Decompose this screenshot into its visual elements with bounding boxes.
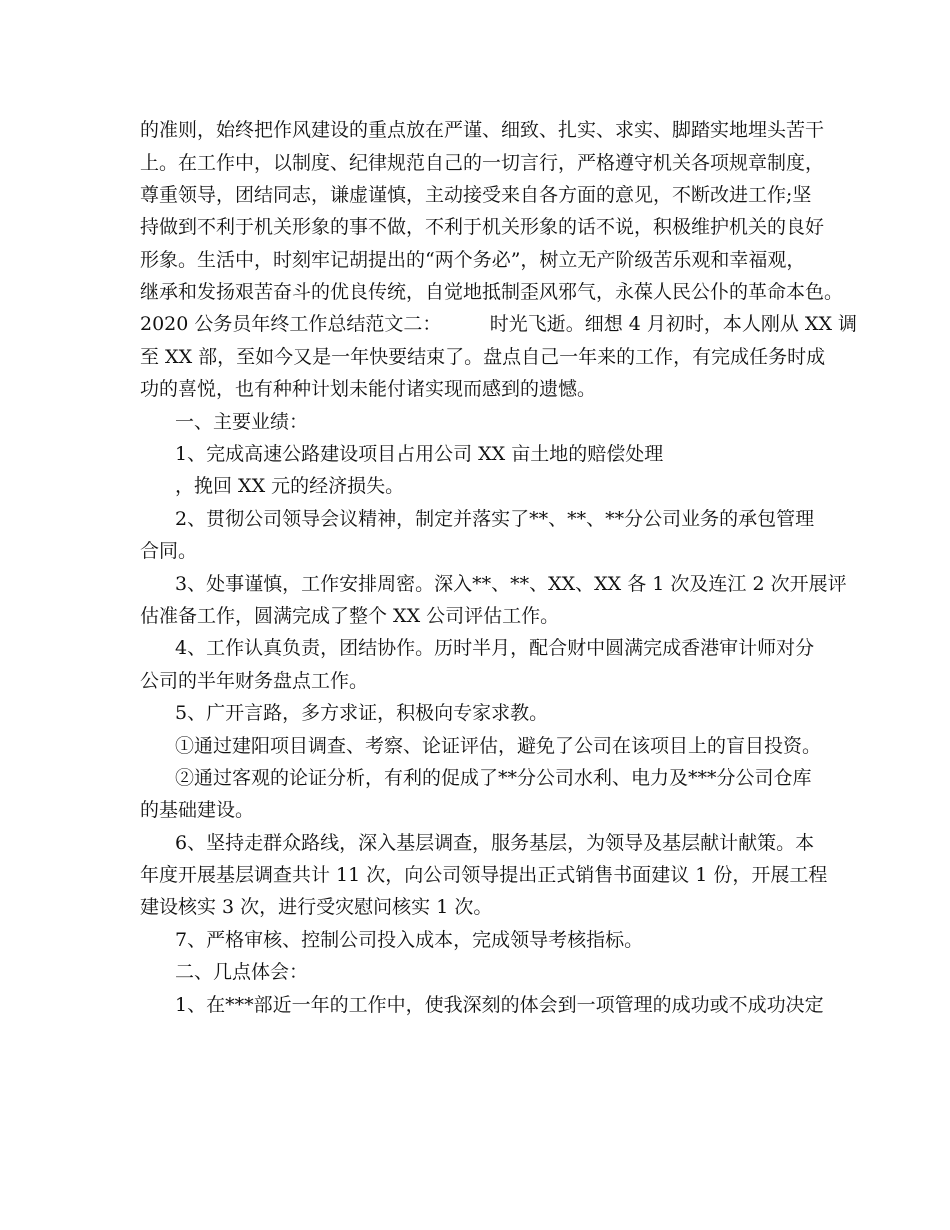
section-heading: 二、几点体会：	[175, 961, 309, 983]
text-line: 5、广开言路，多方求证，积极向专家求教。	[175, 702, 549, 724]
text-line: 6、坚持走群众路线，深入基层调查，服务基层，为领导及基层献计献策。本	[175, 832, 815, 854]
text-line: ②通过客观的论证分析，有利的促成了**分公司水利、电力及***分公司仓库	[175, 767, 812, 789]
text-line: 年度开展基层调查共计 11 次，向公司领导提出正式销售书面建议 1 份，开展工程	[140, 864, 828, 886]
text-line: 功的喜悦，也有种种计划未能付诸实现而感到的遗憾。	[140, 378, 597, 400]
text-line: 4、工作认真负责，团结协作。历时半月，配合财中圆满完成香港审计师对分	[175, 637, 815, 659]
text-line: 7、严格审核、控制公司投入成本，完成领导考核指标。	[175, 929, 644, 951]
text-line: 的准则，始终把作风建设的重点放在严谨、细致、扎实、求实、脚踏实地埋头苦干	[140, 119, 825, 141]
text-line: 公司的半年财务盘点工作。	[140, 670, 369, 692]
text-line: 上。在工作中，以制度、纪律规范自己的一切言行，严格遵守机关各项规章制度，	[140, 152, 825, 174]
text-line: 继承和发扬艰苦奋斗的优良传统，自觉地抵制歪风邪气，永葆人民公仆的革命本色。	[140, 281, 844, 303]
text-line: 尊重领导，团结同志，谦虚谨慎，主动接受来自各方面的意见，不断改进工作;坚	[140, 184, 812, 206]
text-line: ①通过建阳项目调查、考察、论证评估，避免了公司在该项目上的盲目投资。	[175, 735, 822, 757]
text-line: 形象。生活中，时刻牢记胡提出的“两个务必”，树立无产阶级苦乐观和幸福观，	[140, 249, 806, 271]
text-line: 合同。	[140, 540, 198, 562]
text-line: 2020 公务员年终工作总结范文二： 时光飞逝。细想 4 月初时，本人刚从 XX 调	[140, 313, 858, 335]
text-line: 持做到不利于机关形象的事不做，不利于机关形象的话不说，积极维护机关的良好	[140, 216, 825, 238]
text-line: ，挽回 XX 元的经济损失。	[175, 475, 405, 497]
text-line: 的基础建设。	[140, 799, 255, 821]
text-line: 2、贯彻公司领导会议精神，制定并落实了**、**、**分公司业务的承包管理	[175, 508, 815, 530]
text-line: 1、完成高速公路建设项目占用公司 XX 亩土地的赔偿处理	[175, 443, 664, 465]
section-heading: 一、主要业绩：	[175, 411, 309, 433]
text-line: 3、处事谨慎，工作安排周密。深入**、**、XX、XX 各 1 次及连江 2 次开展评	[175, 573, 847, 595]
text-line: 1、在***部近一年的工作中，使我深刻的体会到一项管理的成功或不成功决定	[175, 994, 824, 1016]
text-line: 至 XX 部，至如今又是一年快要结束了。盘点自己一年来的工作，有完成任务时成	[140, 346, 826, 368]
text-line: 建设核实 3 次，进行受灾慰问核实 1 次。	[140, 896, 493, 918]
text-line: 估准备工作，圆满完成了整个 XX 公司评估工作。	[140, 605, 560, 627]
